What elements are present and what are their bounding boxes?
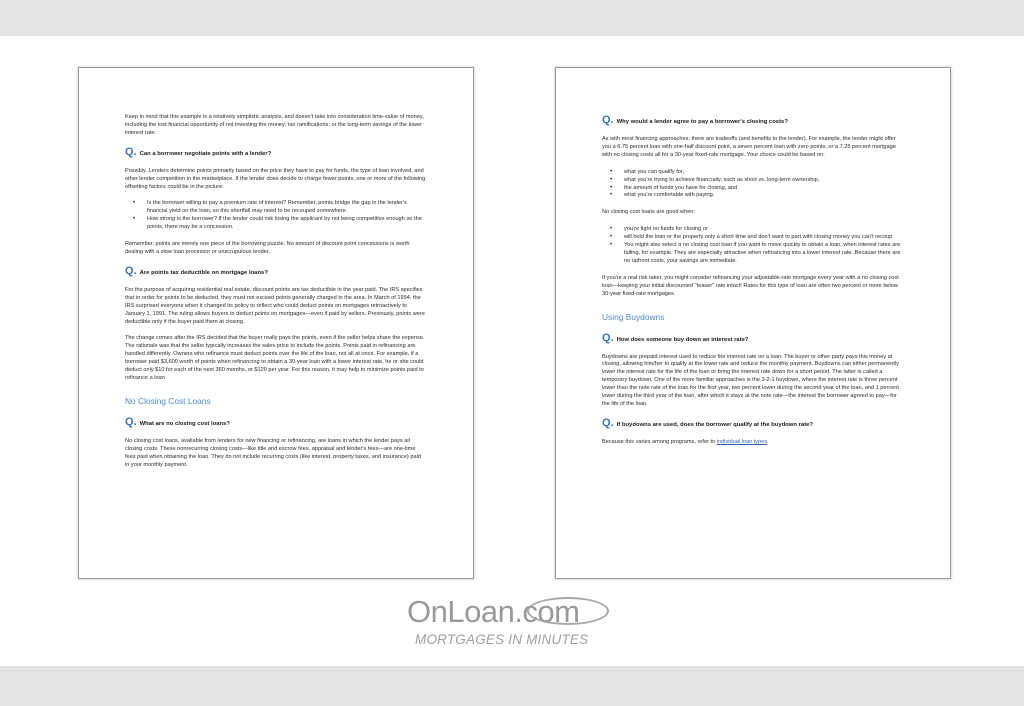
q-mark-icon: Q. — [125, 264, 137, 277]
answer-paragraph: As with most financing approaches, there are tradeoffs (and benefits to the lender). For example, the lender might offer you a 6.75 percent loan with one-half discount point, a seven percent loan with zero points, or a 7.25 percent mortgage with no closing costs all for a 30-year fixed-rate mortgage. Your choice could be based on: — [602, 136, 896, 158]
bottom-band — [0, 666, 1024, 706]
bullet-list — [602, 226, 903, 266]
list-item: • the amount of funds you have for closing, and — [620, 185, 903, 193]
section-heading: Using Buydowns — [602, 311, 665, 322]
intro-paragraph: Keep in mind that this example is a relatively simplistic analysis, and doesn't take into consideration time-value of money, including the lost financial opportunity of not investing the money; tax ramifications; or the long-term savings of the lower interest rate. — [125, 114, 424, 136]
answer-text: Because this varies among programs, refer to — [602, 438, 717, 445]
answer-paragraph: Buydowns are prepaid interest used to reduce the interest rate on a loan. The buyer or other party pays this money at closing, allowing him/her to qualify at the lower rate and reduce the monthly payment. Buydowns can either permanently lower the interest rate for the life of the loan or bring the interest rate down for a short period. The latter is called a temporary buydown. One of the more familiar approaches is the 3-2-1 buydown, where the interest rate is three percent lower than the note rate of the loan for the first year, two percent lower during the second year of the loan, and 1 percent lower during the third year of the loan, after which it stays at the note rate—the interest the borrower agreed to pay—for the life of the loan. — [602, 353, 899, 407]
answer-paragraph: For the purpose of acquiring residential real estate, discount points are tax deductible in the year paid. The IRS specifies that in order for points to be deducted, they must not exceed points generally charged in the area. In March of 1994, the IRS surprised everyone when it changed its policy to reflect who could deduct points on mortgages retroactively to January 1, 1991. The ruling allows buyers to deduct points on mortgages—even if paid by sellers. Previously, points were deductible only if the buyer paid them at closing. — [125, 286, 425, 325]
onloan-logo — [407, 594, 617, 654]
answer-paragraph: No closing cost loans are good when: — [602, 209, 695, 216]
q-mark-icon: Q. — [125, 145, 137, 158]
question-heading — [125, 147, 426, 158]
bullet-list — [125, 200, 426, 232]
answer-paragraph — [602, 439, 903, 447]
logo-tagline: MORTGAGES IN MINUTES — [415, 632, 589, 647]
list-item: • You might also select a no closing cost loan if you want to move quickly to obtain a loan, when interest rates are falling, for example. They are especially attractive when refinancing into a lower interest rate. Because there are no upfront costs, your savings are immediate. — [620, 242, 903, 266]
list-item: • what you're comfortable with paying. — [620, 192, 903, 200]
q-mark-icon: Q. — [602, 416, 614, 429]
answer-paragraph: Possibly. Lenders determine points primarily based on the price they have to pay for funds, the type of loan involved, and other lender competition in the marketplace. If the lender does decide to charge fewer points, one or more of the following offsetting factors could be in the picture: — [125, 167, 426, 190]
question-text: Are points tax deductible on mortgage loans? — [139, 269, 268, 276]
q-mark-icon: Q. — [602, 114, 614, 126]
answer-paragraph: Remember, points are merely one piece of the borrowing puzzle. No amount of discount point concessions is worth dealing with a slow loan processor or unscrupulous lender. — [125, 241, 410, 255]
question-heading — [602, 418, 903, 429]
question-text: Why would a lender agree to pay a borrower's closing costs? — [616, 119, 788, 125]
logo-wordmark: OnLoan.com — [407, 594, 580, 629]
question-text: How does someone buy down an interest rate? — [616, 336, 749, 343]
list-item: • what you can qualify for, — [620, 169, 903, 177]
answer-paragraph: The change comes after the IRS decided that the buyer really pays the points, even if the seller helps share the expense. The rationale was that the seller typically increases the sales price to include the points. Points paid in refinancing are handled differently. Owners who refinance must deduct points over the life of the loan, not all at once. For example, if a borrower paid $3,600 worth of points when refinancing to obtain a 30-year loan with a lower interest rate, he or she could deduct only $10 for each of the next 360 months, or $120 per year. For this reason, it may help to minimize points paid to refinance a loan — [125, 335, 425, 381]
question-heading — [602, 115, 903, 126]
question-heading — [602, 333, 903, 344]
question-heading — [125, 266, 426, 277]
document-page-right — [555, 67, 951, 579]
list-item: • How strong is the borrower? If the lender could risk losing the applicant by not being competitive enough on the points, there may be a concession. — [143, 216, 426, 232]
list-item: • Is the borrower willing to pay a premium rate of interest? Remember, points bridge the gap in the lender's financial yield on the loan, so this shortfall may need to be recouped somewhere. — [143, 200, 426, 216]
question-heading — [125, 417, 426, 428]
q-mark-icon: Q. — [602, 331, 614, 344]
list-item: • you're tight on funds for closing or — [620, 226, 903, 234]
question-text: Can a borrower negotiate points with a lender? — [139, 150, 272, 157]
individual-loan-types-link[interactable]: individual loan types — [716, 438, 768, 445]
answer-text-end: . — [767, 438, 769, 445]
top-band — [0, 0, 1024, 36]
q-mark-icon: Q. — [125, 415, 137, 428]
answer-paragraph: No closing cost loans, available from lenders for new financing or refinancing, are loans in which the lender pays all closing costs. These nonrecurring closing costs—like title and escrow fees, appraisal and lender's fees—are one-time fees paid when obtaining the loan. They do not include recurring costs (like interest, property taxes, and insurance) paid in your monthly payment. — [125, 437, 421, 468]
list-item: • will hold the loan or the property only a short time and don't want to part with closing money you can't recoup. — [620, 234, 903, 242]
question-text: If buydowns are used, does the borrower qualify at the buydown rate? — [616, 421, 814, 428]
answer-paragraph: If you're a real risk taker, you might consider refinancing your adjustable-rate mortgage every year with a no closing cost loan—keeping your initial discounted "teaser" rate intact! Rates for this type of loan are often two percent or more below 30-year fixed-rate mortgages. — [602, 274, 899, 297]
list-item: • what you're trying to achieve financially, such as short vs. long-term ownership, — [620, 177, 903, 185]
section-heading: No Closing Cost Loans — [125, 395, 211, 406]
question-text: What are no closing cost loans? — [139, 420, 230, 427]
bullet-list — [602, 169, 903, 201]
document-page-left — [78, 67, 474, 579]
